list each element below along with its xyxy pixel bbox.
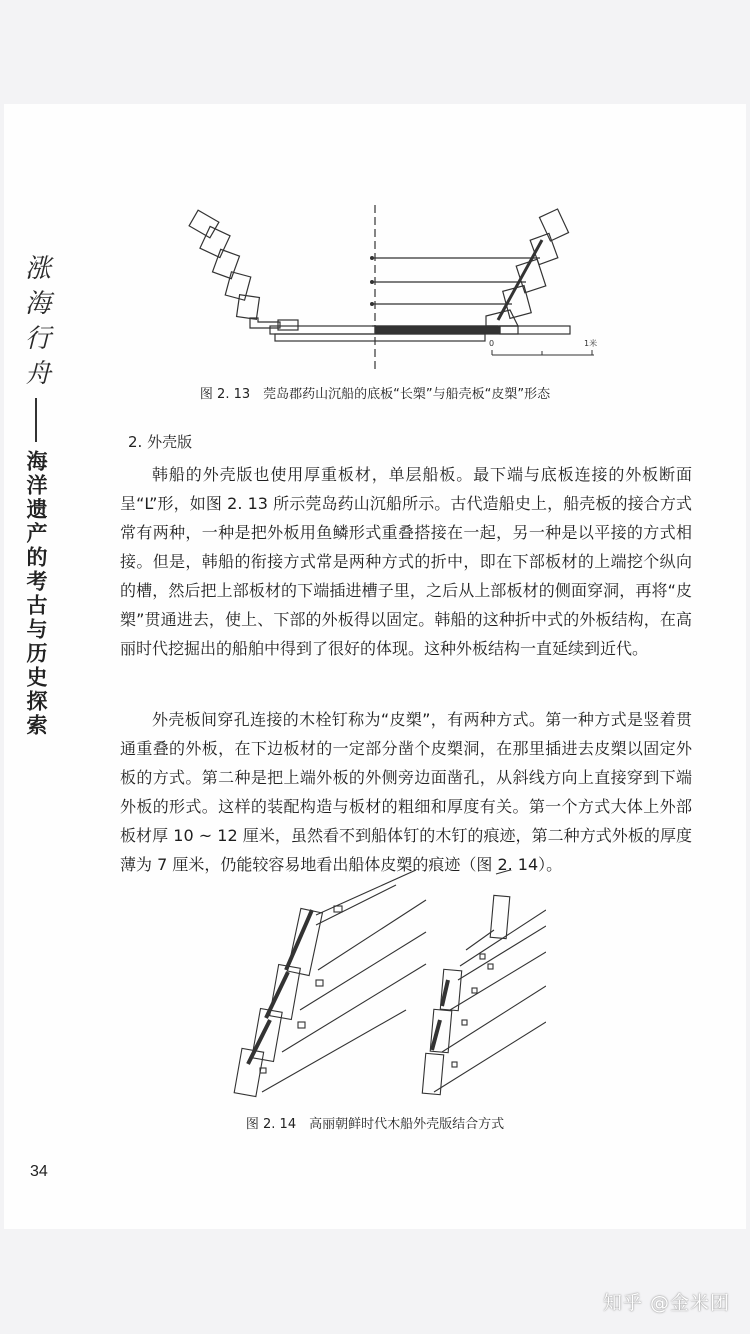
paragraph-2: 外壳板间穿孔连接的木栓钉称为“皮槊”，有两种方式。第一种方式是竖着贯通重叠的外板，在下边板材的一定部分凿个皮槊洞，在那里插进去皮槊以固定外板的方式。第二种是把上端外板的外侧旁边面凿孔，从斜线方向上直接穿到下端外板的形式。这样的装配构造与板材的粗细和厚度有关。第一个方式大体上外部板材厚 10 ~ 12 厘米，虽然看不到船体钉的木钉的痕迹，第二种方式外板的厚度薄为 7 厘米，仍能较容易地看出船体皮槊的痕迹（图 2. 14）。 xyxy=(120,710,692,874)
paragraph-1: 韩船的外壳版也使用厚重板材，单层船板。最下端与底板连接的外板断面呈“L”形，如图 2. 13 所示莞岛药山沉船所示。古代造船史上，船壳板的接合方式常有两种，一种是把外板用鱼鳞形式重叠搭接在一起，另一种是以平接的方式相接。但是，韩船的衔接方式常是两种方式的折中，即在下部板材的上端挖个纵向的槽，然后把上部板材的下端插进槽子里，之后从上部板材的侧面穿洞，再将“皮槊”贯通进去，使上、下部的外板得以固定。韩船的这种折中式的外板结构，在高丽时代挖掘出的船舶中得到了很好的体现。这种外板结构一直延续到近代。 xyxy=(120,465,692,658)
page-number: 34 xyxy=(30,1163,48,1180)
zhihu-watermark: 知乎 @金米团 xyxy=(602,1292,730,1314)
scale-start-label: 0 xyxy=(489,339,495,348)
figure-1-caption: 图 2. 13 莞岛郡药山沉船的底板“长槊”与船壳板“皮槊”形态 xyxy=(199,387,551,402)
running-title-sidebar xyxy=(20,254,52,738)
title-dash xyxy=(35,398,37,442)
figure-2-caption: 图 2. 14 高丽朝鲜时代木船外壳版结合方式 xyxy=(245,1117,505,1132)
scale-end-label: 1米 xyxy=(584,339,598,348)
figure-hull-cross-section xyxy=(180,200,600,375)
figure-plank-joints xyxy=(226,870,546,1100)
section-heading: 2. 外壳版 xyxy=(128,433,193,451)
book-subtitle: 海洋遗产的考古与历史探索 xyxy=(24,450,48,738)
book-title: 涨海行舟 xyxy=(20,254,51,394)
